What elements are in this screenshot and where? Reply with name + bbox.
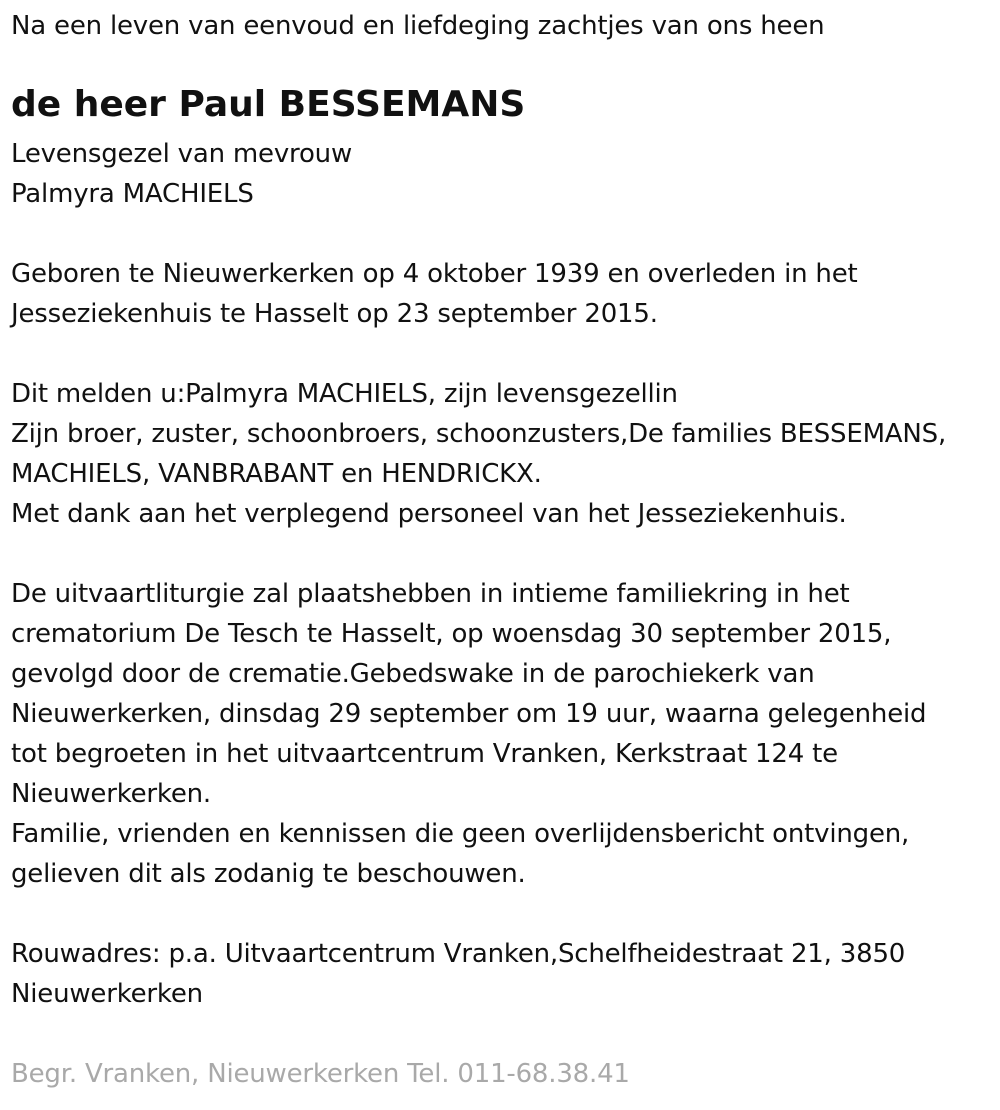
birth-death-line: Geboren te Nieuwerkerken op 4 oktober 1939 en overleden in het [11, 259, 858, 289]
funeral-line: Familie, vrienden en kennissen die geen overlijdensbericht ontvingen, [11, 819, 910, 849]
notification-line: MACHIELS, VANBRABANT en HENDRICKX. [11, 459, 542, 489]
funeral-line: tot begroeten in het uitvaartcentrum Vranken, Kerkstraat 124 te [11, 739, 838, 769]
notification-line: Zijn broer, zuster, schoonbroers, schoonzusters,De families BESSEMANS, [11, 419, 947, 449]
intro-line: Na een leven van eenvoud en liefdeging zachtjes van ons heen [11, 11, 825, 41]
birth-death-block [11, 254, 858, 334]
notification-block [11, 374, 946, 534]
deceased-name: de heer Paul BESSEMANS [11, 84, 526, 125]
address-block [11, 934, 905, 1014]
notification-line: Dit melden u:Palmyra MACHIELS, zijn levensgezellin [11, 379, 678, 409]
address-line: Nieuwerkerken [11, 979, 203, 1009]
funeral-line: Nieuwerkerken. [11, 779, 211, 809]
funeral-director-footer: Begr. Vranken, Nieuwerkerken Tel. 011-68.38.41 [11, 1059, 630, 1089]
funeral-block [11, 574, 926, 894]
notification-line: Met dank aan het verplegend personeel van het Jesseziekenhuis. [11, 499, 847, 529]
funeral-line: crematorium De Tesch te Hasselt, op woensdag 30 september 2015, [11, 619, 892, 649]
funeral-line: De uitvaartliturgie zal plaatshebben in intieme familiekring in het [11, 579, 850, 609]
address-line: Rouwadres: p.a. Uitvaartcentrum Vranken,Schelfheidestraat 21, 3850 [11, 939, 906, 969]
funeral-line: gevolgd door de crematie.Gebedswake in de parochiekerk van [11, 659, 815, 689]
funeral-line: Nieuwerkerken, dinsdag 29 september om 19 uur, waarna gelegenheid [11, 699, 927, 729]
partner-line: Levensgezel van mevrouw [11, 139, 353, 169]
partner-block [11, 134, 352, 214]
funeral-line: gelieven dit als zodanig te beschouwen. [11, 859, 526, 889]
birth-death-line: Jesseziekenhuis te Hasselt op 23 september 2015. [11, 299, 658, 329]
partner-line: Palmyra MACHIELS [11, 179, 254, 209]
